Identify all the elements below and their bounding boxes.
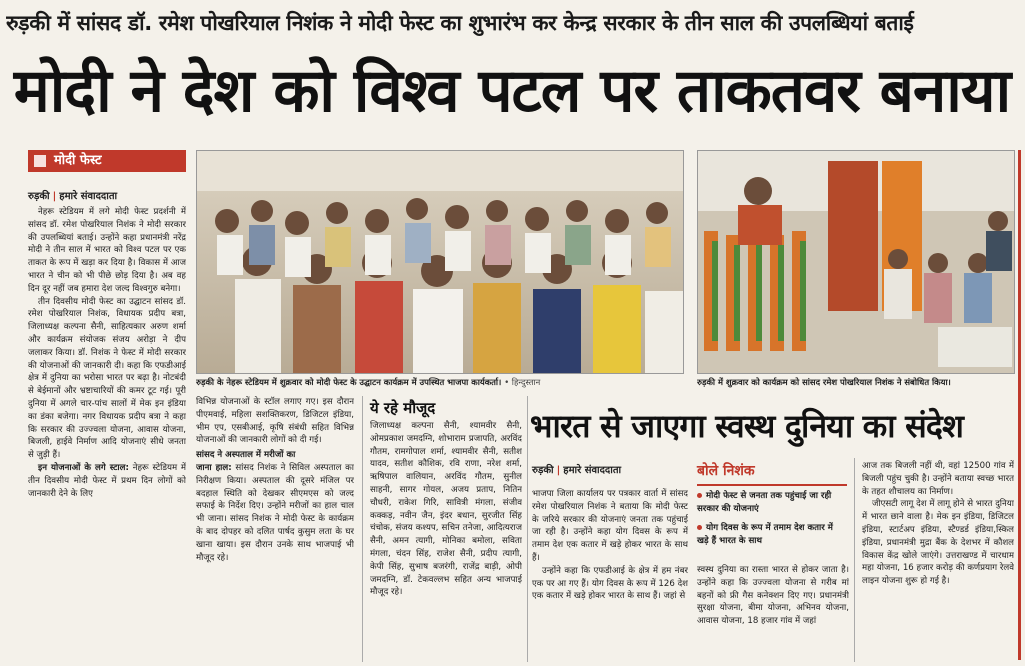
article-paragraph: विभिन्न योजनाओं के स्टॉल लगाए गए। इस दौरान पीएमवाई, महिला सशक्तिकरण, डिजिटल इंडिया, भीम एप, एसबीआई, कृषि संबंधी सहित विभिन्न योजनाओं की जानकारी लोगों को दी गई। — [196, 397, 354, 446]
kicker-headline: रुड़की में सांसद डॉ. रमेश पोखरियाल निशंक ने मोदी फेस्ट का शुभारंभ कर केन्द्र सरकार के तीन साल की उपलब्धियां बताई — [6, 11, 914, 35]
main-headline: मोदी ने देश को विश्व पटल पर ताकतवर बनाया — [13, 56, 1011, 126]
photo-credit: • हिन्दुस्तान — [504, 377, 541, 387]
article-paragraph: तीन दिवसीय मोदी फेस्ट का उद्घाटन सांसद डॉ. रमेश पोखरियाल निशंक, विधायक प्रदीप बत्रा, जिलाध्यक्ष कल्पना सैनी, साहित्यकार अरुण शर्मा और कार्यक्रम संयोजक संजय अरोड़ा ने दीप जलाकर किया। डॉ. निशंक ने फेस्ट में मोदी सरकार की योजनाओं की जानकारी दी। कहा कि एफडीआई क्षेत्र में दुनिया का भरोसा भारत पर बढ़ा है। नोटबंदी से बेईमानों और भ्रष्टाचारियों की कमर टूट गई। पूरी दुनिया में अगले चार-पांच सालों में मेक इन इंडिया का डंका बजेगा। नगर विधायक प्रदीप बत्रा ने कहा कि सरकार की उज्ज्वला योजना, आवास योजना, बिजली, हाईवे निर्माण आदि योजनाएं सीधे जनता से जुड़ी हैं। — [28, 296, 186, 461]
article-column-6: आज तक बिजली नहीं थी, वहां 12500 गांव में बिजली पहुंच चुकी है। उन्होंने बताया स्वच्छ भारत के तहत शौचालय का निर्माण। जीएसटी लागू देश में लागू होने से भारत दुनिया में भारत छाने वाला है। मेक इन इंडिया, डिजिटल इंडिया, स्टार्टअप इंडिया, स्टैण्डर्ड इंडिया,स्किल इंडिया, प्रधानमंत्री मुद्रा बैंक के देशभर में कौशल विकास केंद्र खोले जाएंगे। उत्तराखण्ड में चारधाम महा योजना, 16 हजार करोड़ की कर्णप्रयाग रेलवे लाइन योजना शुरू हो गई है। — [862, 461, 1014, 587]
photo-speaker — [697, 150, 1015, 374]
present-box-text: जिलाध्यक्ष कल्पना सैनी, श्यामवीर सैनी, ओमप्रकाश जमदग्नि, शोभाराम प्रजापति, अरविंद गौतम, रामगोपाल शर्मा, श्यामवीर सैनी, सतीश यादव, सतीश कौशिक, रवि राणा, नरेश शर्मा, ऋषिपाल वालियान, अरविंद गौतम, सुनील साहनी, सागर गोयल, अजय प्रताप, नितिन चौधरी, राकेश गिरि, सावित्री मंगला, संजीव कक्कड़, नवीन जैन, इंदर बधान, सुरजीत सिंह चंचोक, संजय कश्यप, सचिन तनेजा, आदित्यराज सैनी, अमन त्यागी, मोनिका बमोला, सविता मंगला, चंदन सिंह, राजेश सैनी, प्रदीप त्यागी, केपी सिंह, सुभाष बजरंगी, राजेंद्र बाड़ी, ओपी जमदग्नि, डॉ. टेकवल्लभ सहित अन्य भाजपाई मौजूद रहे। — [370, 421, 522, 598]
bullet-dot-icon — [697, 493, 702, 498]
page-edge-rule — [1018, 150, 1021, 660]
bullet-point: मोदी फेस्ट से जनता तक पहुंचाई जा रही सरकार की योजनाएं — [697, 491, 832, 514]
byline-author: हमारे संवाददाता — [59, 191, 118, 202]
quote-tagline: बोले निशंक — [697, 463, 755, 479]
byline-right: रुड़की | हमारे संवाददाता — [532, 465, 622, 476]
article-column-5: स्वस्थ दुनिया का रास्ता भारत से होकर जाता है। उन्होंने कहा कि उज्ज्वला योजना से गरीब मां बहनों को फ्री गैस कनेक्शन दिए गए। प्रधानमंत्री सुरक्षा योजना, बीमा योजना, अभिनव योजना, आवास योजना, 18 हजार गांव में जहां — [697, 565, 849, 627]
tagline-rule — [697, 484, 847, 486]
caption-text: रुड़की में शुक्रवार को कार्यक्रम को सांसद रमेश पोखरियाल निशंक ने संबोधित किया। — [697, 377, 951, 387]
column-divider — [854, 458, 855, 662]
bullet-point: योग दिवस के रूप में तमाम देश कतार में खड़े हैं भारत के साथ — [697, 523, 833, 546]
bullet-dot-icon — [697, 525, 702, 530]
photo-caption-right — [697, 376, 1015, 388]
article-paragraph: सांसद निशंक ने सिविल अस्पताल का निरीक्षण किया। अस्पताल की दूसरे मंजिल पर बदहाल स्थिति को देखकर सीएमएस को जल्द सफाई के निर्देश दिए। उन्होंने मरीजों का हाल चाल भी जाना। सांसद निशंक ने मोदी फेस्ट के कार्यक्रम के बाद दोपहर को दलित पार्षद कुसुम लता के घर खाना खाया। इस दौरान उनके साथ भाजपाई भी मौजूद रहे। — [196, 462, 354, 563]
column-divider — [362, 396, 363, 662]
byline-place: रुड़की — [28, 191, 50, 202]
present-box-title: ये रहे मौजूद — [370, 399, 436, 417]
byline-place: रुड़की — [532, 465, 554, 476]
subhead-stalls: इन योजनाओं के लगे स्टाल: — [38, 462, 129, 473]
column-divider — [527, 396, 528, 662]
secondary-headline: भारत से जाएगा स्वस्थ दुनिया का संदेश — [530, 407, 964, 445]
byline-author: हमारे संवाददाता — [563, 465, 622, 476]
article-paragraph: नेहरू स्टेडियम में तीन दिवसीय मोदी फेस्ट में प्रथम दिन लोगों को जानकारी देने के लिए — [28, 462, 186, 499]
section-tag: मोदी फेस्ट — [28, 150, 186, 172]
article-paragraph: नेहरू स्टेडियम में लगे मोदी फेस्ट प्रदर्शनी में सांसद डॉ. रमेश पोखरियाल निशंक ने मोदी सरकार की उपलब्धियां बताई। उन्होंने कहा प्रधानमंत्री नरेंद्र मोदी ने तीन साल में भारत को विश्व पटल पर एक ताकत के रूप में खड़ा कर दिया है। विकास में आज भारत ने चीन को भी पीछे छोड़ दिया है। अब वह दिन दूर नहीं जब हमारा देश जल्द विश्वगुरु बनेगा। — [28, 207, 186, 294]
byline-left: रुड़की | हमारे संवाददाता — [28, 191, 118, 202]
article-column-1 — [28, 206, 186, 666]
photo-crowd — [196, 150, 684, 374]
subhead-hospital-2: जाना हाल: — [196, 462, 232, 473]
article-column-4: भाजपा जिला कार्यालय पर पत्रकार वार्ता में सांसद रमेश पोखरियाल निशंक ने बताया कि मोदी फेस्ट के जरिये सरकार की योजनाएं जनता तक पहुंचाई जा रही है। उन्होंने कहा योग दिवस के रूप में तमाम देश एक कतार में खड़े होकर भारत के साथ हैं। उन्होंने कहा कि एफडीआई के क्षेत्र में हम नंबर एक पर आ गए हैं। योग दिवस के रूप में 126 देश एक कतार में खड़े होकर भारत के साथ हैं। जहां से — [532, 489, 688, 602]
caption-text: रुड़की के नेहरू स्टेडियम में शुक्रवार को मोदी फेस्ट के उद्घाटन कार्यक्रम में उपस्थित भाजपा कार्यकर्ता। — [196, 377, 502, 387]
article-column-2 — [196, 396, 354, 666]
subhead-hospital: सांसद ने अस्पताल में मरीजों का — [196, 450, 296, 461]
photo-caption-left — [196, 376, 684, 388]
